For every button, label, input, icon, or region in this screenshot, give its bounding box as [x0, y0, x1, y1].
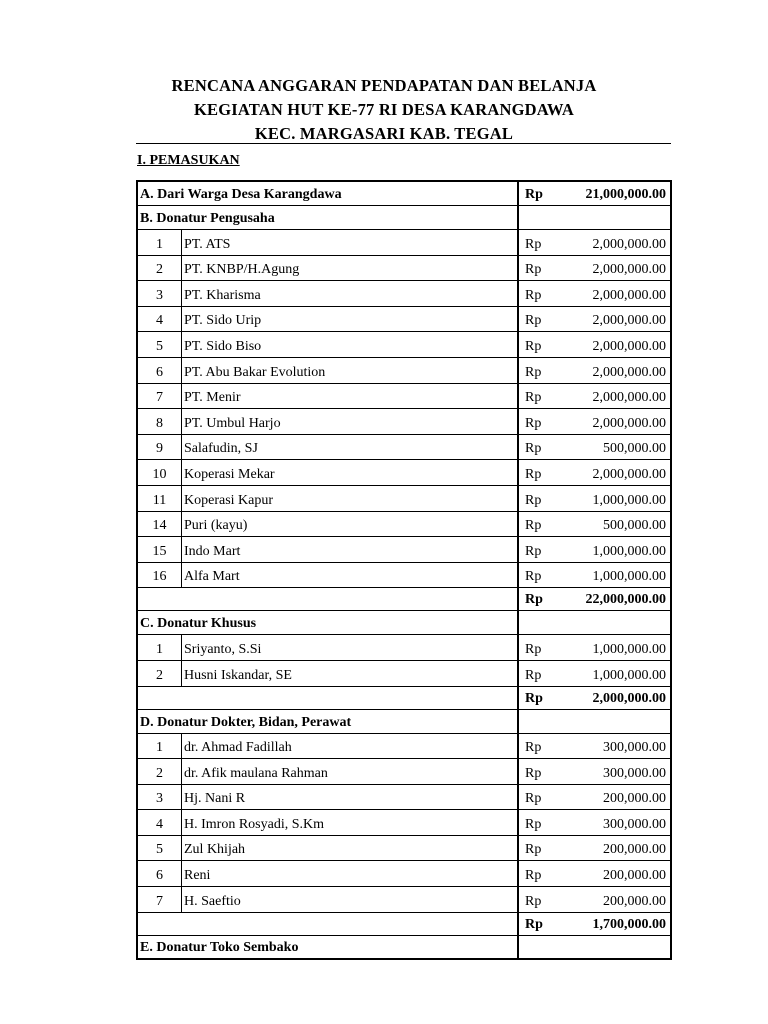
amount-value: 2,000,000.00 [592, 338, 666, 354]
row-number-cell [136, 785, 181, 811]
income-table [136, 180, 672, 960]
donor-name: Alfa Mart [184, 569, 240, 585]
amount-value: 1,000,000.00 [592, 569, 666, 585]
table-row [136, 409, 672, 435]
amount-cell [517, 358, 672, 384]
amount-value: 200,000.00 [603, 842, 666, 858]
row-number: 3 [156, 791, 163, 807]
row-number-cell [136, 734, 181, 760]
table-row [136, 687, 672, 710]
table-row [136, 759, 672, 785]
table-row [136, 384, 672, 410]
row-number-cell [136, 836, 181, 862]
group-label-cell [136, 936, 517, 960]
amount-cell [517, 230, 672, 256]
amount-cell [517, 256, 672, 282]
row-number: 5 [156, 338, 163, 354]
donor-name-cell [181, 734, 517, 760]
amount-value: 1,000,000.00 [592, 492, 666, 508]
row-number-cell [136, 486, 181, 512]
amount-value: 2,000,000.00 [592, 236, 666, 252]
amount-value: 2,000,000.00 [592, 390, 666, 406]
section-heading: I. PEMASUKAN [137, 153, 240, 168]
amount-cell [517, 611, 672, 635]
row-number-cell [136, 230, 181, 256]
donor-name-cell [181, 810, 517, 836]
amount-value: 1,000,000.00 [592, 641, 666, 657]
currency-label: Rp [525, 390, 542, 406]
table-row [136, 358, 672, 384]
document-title-line-3: KEC. MARGASARI KAB. TEGAL [254, 124, 514, 143]
amount-value: 300,000.00 [603, 765, 666, 781]
row-number-cell [136, 635, 181, 661]
table-row [136, 785, 672, 811]
currency-label: Rp [525, 740, 542, 756]
currency-label: Rp [525, 667, 542, 683]
row-number: 7 [156, 390, 163, 406]
donor-name-cell [181, 887, 517, 913]
donor-name: H. Saeftio [184, 893, 241, 909]
currency-label: Rp [525, 441, 542, 457]
amount-cell [517, 460, 672, 486]
donor-name: Husni Iskandar, SE [184, 667, 292, 683]
currency-label: Rp [525, 338, 542, 354]
amount-value: 21,000,000.00 [585, 187, 666, 202]
currency-label: Rp [525, 916, 543, 932]
donor-name: Sriyanto, S.Si [184, 641, 262, 657]
group-label: B. Donatur Pengusaha [140, 211, 275, 226]
row-number: 10 [152, 466, 167, 482]
currency-label: Rp [525, 816, 542, 832]
amount-cell [517, 537, 672, 563]
row-number: 1 [156, 641, 163, 657]
table-row [136, 230, 672, 256]
currency-label: Rp [525, 518, 542, 534]
amount-cell [517, 206, 672, 230]
donor-name-cell [181, 256, 517, 282]
row-number: 15 [152, 543, 167, 559]
row-number-cell [136, 332, 181, 358]
donor-name: PT. ATS [184, 236, 231, 252]
currency-label: Rp [525, 868, 542, 884]
table-row [136, 861, 672, 887]
subtotal-value: 2,000,000.00 [592, 690, 666, 706]
amount-cell [517, 180, 672, 206]
donor-name: Koperasi Kapur [184, 492, 274, 508]
group-label-cell [136, 206, 517, 230]
currency-label: Rp [525, 543, 542, 559]
row-number-cell [136, 887, 181, 913]
row-number-cell [136, 307, 181, 333]
table-row [136, 486, 672, 512]
amount-value: 300,000.00 [603, 816, 666, 832]
row-number: 2 [156, 765, 163, 781]
amount-value: 1,000,000.00 [592, 667, 666, 683]
table-row [136, 307, 672, 333]
amount-value: 200,000.00 [603, 791, 666, 807]
donor-name: Puri (kayu) [184, 518, 248, 534]
donor-name-cell [181, 358, 517, 384]
table-row [136, 563, 672, 589]
row-number-cell [136, 759, 181, 785]
table-row [136, 661, 672, 687]
amount-value: 200,000.00 [603, 868, 666, 884]
donor-name-cell [181, 537, 517, 563]
subtotal-blank-cell [136, 687, 517, 710]
row-number: 11 [152, 492, 167, 508]
currency-label: Rp [525, 313, 542, 329]
amount-cell [517, 785, 672, 811]
row-number: 2 [156, 262, 163, 278]
table-row [136, 887, 672, 913]
amount-cell [517, 563, 672, 589]
donor-name-cell [181, 460, 517, 486]
currency-label: Rp [525, 842, 542, 858]
donor-name-cell [181, 512, 517, 538]
table-row [136, 332, 672, 358]
group-label: C. Donatur Khusus [140, 616, 257, 632]
amount-cell [517, 759, 672, 785]
row-number-cell [136, 256, 181, 282]
donor-name-cell [181, 230, 517, 256]
amount-cell [517, 332, 672, 358]
donor-name-cell [181, 435, 517, 461]
group-label: E. Donatur Toko Sembako [140, 939, 299, 955]
currency-label: Rp [525, 262, 542, 278]
currency-label: Rp [525, 287, 542, 303]
donor-name: PT. Abu Bakar Evolution [184, 364, 326, 380]
currency-label: Rp [525, 765, 542, 781]
amount-cell [517, 936, 672, 960]
row-number-cell [136, 537, 181, 563]
donor-name: Koperasi Mekar [184, 466, 275, 482]
table-row [136, 460, 672, 486]
subtotal-blank-cell [136, 913, 517, 936]
table-row [136, 913, 672, 936]
row-number-cell [136, 384, 181, 410]
row-number: 8 [156, 415, 163, 431]
amount-cell [517, 486, 672, 512]
amount-value: 2,000,000.00 [592, 313, 666, 329]
table-row [136, 537, 672, 563]
table-row [136, 936, 672, 960]
donor-name: dr. Ahmad Fadillah [184, 740, 292, 756]
amount-value: 500,000.00 [603, 518, 666, 534]
table-row [136, 180, 672, 206]
currency-label: Rp [525, 592, 543, 608]
donor-name-cell [181, 836, 517, 862]
donor-name: PT. Sido Urip [184, 313, 262, 329]
donor-name: PT. Sido Biso [184, 338, 262, 354]
amount-cell [517, 435, 672, 461]
donor-name-cell [181, 759, 517, 785]
amount-value: 2,000,000.00 [592, 415, 666, 431]
row-number-cell [136, 661, 181, 687]
amount-value: 1,000,000.00 [592, 543, 666, 559]
row-number-cell [136, 358, 181, 384]
amount-cell [517, 307, 672, 333]
row-number: 3 [156, 287, 163, 303]
table-row [136, 836, 672, 862]
donor-name: PT. Umbul Harjo [184, 415, 281, 431]
row-number: 14 [152, 518, 167, 534]
donor-name-cell [181, 281, 517, 307]
donor-name: PT. Menir [184, 390, 241, 406]
donor-name-cell [181, 307, 517, 333]
donor-name: PT. Kharisma [184, 287, 261, 303]
subtotal-value: 1,700,000.00 [592, 916, 666, 932]
donor-name-cell [181, 409, 517, 435]
amount-cell [517, 409, 672, 435]
amount-cell [517, 635, 672, 661]
donor-name-cell [181, 785, 517, 811]
group-label: D. Donatur Dokter, Bidan, Perawat [140, 714, 352, 730]
currency-label: Rp [525, 569, 542, 585]
table-row [136, 734, 672, 760]
subtotal-value: 22,000,000.00 [585, 592, 666, 608]
document-title-line-1: RENCANA ANGGARAN PENDAPATAN DAN BELANJA [171, 76, 597, 95]
table-row [136, 206, 672, 230]
table-row [136, 588, 672, 611]
amount-value: 200,000.00 [603, 893, 666, 909]
currency-label: Rp [525, 236, 542, 252]
donor-name-cell [181, 635, 517, 661]
title-divider [136, 143, 671, 144]
donor-name: Indo Mart [184, 543, 241, 559]
amount-cell [517, 512, 672, 538]
currency-label: Rp [525, 415, 542, 431]
amount-value: 2,000,000.00 [592, 466, 666, 482]
amount-cell [517, 861, 672, 887]
subtotal-amount-cell [517, 588, 672, 611]
row-number-cell [136, 512, 181, 538]
amount-cell [517, 384, 672, 410]
row-number: 4 [156, 816, 163, 832]
group-label-cell [136, 710, 517, 734]
donor-name: Hj. Nani R [184, 791, 246, 807]
row-number: 2 [156, 667, 163, 683]
group-label-cell [136, 611, 517, 635]
source-label: A. Dari Warga Desa Karangdawa [140, 187, 342, 202]
amount-value: 300,000.00 [603, 740, 666, 756]
currency-label: Rp [525, 364, 542, 380]
table-row [136, 611, 672, 635]
donor-name: Salafudin, SJ [184, 441, 258, 457]
donor-name: Zul Khijah [184, 842, 246, 858]
amount-cell [517, 810, 672, 836]
table-row [136, 810, 672, 836]
amount-cell [517, 281, 672, 307]
donor-name: H. Imron Rosyadi, S.Km [184, 816, 324, 832]
donor-name: PT. KNBP/H.Agung [184, 262, 300, 278]
donor-name: dr. Afik maulana Rahman [184, 765, 328, 781]
row-number: 1 [156, 236, 163, 252]
row-number: 5 [156, 842, 163, 858]
amount-cell [517, 661, 672, 687]
subtotal-amount-cell [517, 913, 672, 936]
document-title-line-2: KEGIATAN HUT KE-77 RI DESA KARANGDAWA [193, 100, 575, 119]
donor-name-cell [181, 563, 517, 589]
currency-label: Rp [525, 690, 543, 706]
donor-name-cell [181, 861, 517, 887]
row-number-cell [136, 810, 181, 836]
amount-value: 2,000,000.00 [592, 364, 666, 380]
table-row [136, 710, 672, 734]
amount-cell [517, 710, 672, 734]
group-label-cell [136, 180, 517, 206]
row-number: 1 [156, 740, 163, 756]
currency-label: Rp [525, 492, 542, 508]
row-number-cell [136, 281, 181, 307]
currency-label: Rp [525, 893, 542, 909]
donor-name-cell [181, 661, 517, 687]
donor-name: Reni [184, 868, 211, 884]
row-number-cell [136, 861, 181, 887]
donor-name-cell [181, 332, 517, 358]
currency-label: Rp [525, 187, 543, 202]
subtotal-blank-cell [136, 588, 517, 611]
row-number-cell [136, 460, 181, 486]
row-number-cell [136, 563, 181, 589]
row-number-cell [136, 435, 181, 461]
currency-label: Rp [525, 641, 542, 657]
row-number: 9 [156, 441, 163, 457]
row-number: 6 [156, 868, 163, 884]
amount-value: 500,000.00 [603, 441, 666, 457]
table-row [136, 256, 672, 282]
row-number: 7 [156, 893, 163, 909]
row-number: 4 [156, 313, 163, 329]
amount-cell [517, 836, 672, 862]
donor-name-cell [181, 486, 517, 512]
table-row [136, 281, 672, 307]
table-row [136, 635, 672, 661]
subtotal-amount-cell [517, 687, 672, 710]
donor-name-cell [181, 384, 517, 410]
amount-cell [517, 887, 672, 913]
row-number-cell [136, 409, 181, 435]
table-row [136, 512, 672, 538]
amount-cell [517, 734, 672, 760]
row-number: 16 [152, 569, 167, 585]
amount-value: 2,000,000.00 [592, 287, 666, 303]
currency-label: Rp [525, 791, 542, 807]
amount-value: 2,000,000.00 [592, 262, 666, 278]
table-row [136, 435, 672, 461]
row-number: 6 [156, 364, 163, 380]
currency-label: Rp [525, 466, 542, 482]
